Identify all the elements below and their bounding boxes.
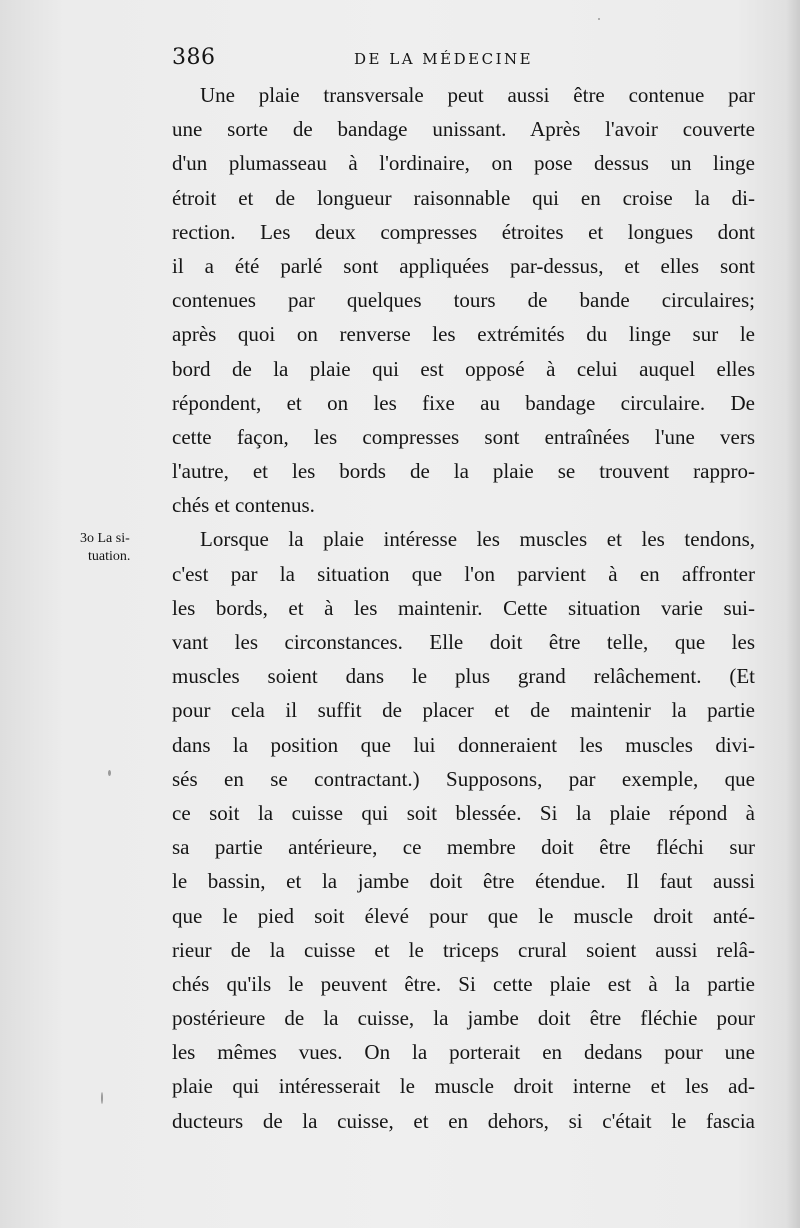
text-line: bord de la plaie qui est opposé à celui auquel elles xyxy=(172,356,755,381)
page-header xyxy=(172,44,762,74)
page-edge-shadow xyxy=(786,0,800,1228)
text-line: plaie qui intéresserait le muscle droit interne et les ad- xyxy=(172,1074,755,1099)
text-line: d'un plumasseau à l'ordinaire, on pose dessus un linge xyxy=(172,151,755,176)
text-line: ce soit la cuisse qui soit blessée. Si la plaie répond à xyxy=(172,800,755,825)
paper-speck xyxy=(108,770,111,776)
text-line: il a été parlé sont appliquées par-dessus, et elles sont xyxy=(172,253,755,278)
paper-speck xyxy=(101,1092,103,1104)
text-line: rieur de la cuisse et le triceps crural soient aussi relâ- xyxy=(172,937,755,962)
text-line: étroit et de longueur raisonnable qui en croise la di- xyxy=(172,185,755,210)
text-line: sés en se contractant.) Supposons, par exemple, que xyxy=(172,766,755,791)
text-line: les bords, et à les maintenir. Cette situation varie sui- xyxy=(172,595,755,620)
text-line: répondent, et on les fixe au bandage circulaire. De xyxy=(172,390,755,415)
margin-note-line: 3o La si- xyxy=(80,531,130,546)
text-line: une sorte de bandage unissant. Après l'avoir couverte xyxy=(172,117,755,142)
text-line: sa partie antérieure, ce membre doit être fléchi sur xyxy=(172,835,755,860)
text-line: contenues par quelques tours de bande circulaires; xyxy=(172,288,755,313)
body-text xyxy=(172,78,755,1138)
running-head: DE LA MÉDECINE xyxy=(354,50,534,68)
text-line: l'autre, et les bords de la plaie se trouvent rappro- xyxy=(172,459,755,484)
text-line: ducteurs de la cuisse, et en dehors, si c'était le fascia xyxy=(172,1108,755,1133)
margin-note-line: tuation. xyxy=(88,549,131,564)
text-line: Lorsque la plaie intéresse les muscles et les tendons, xyxy=(200,527,755,552)
text-line: muscles soient dans le plus grand relâchement. (Et xyxy=(172,664,755,689)
text-line: chés qu'ils le peuvent être. Si cette plaie est à la partie xyxy=(172,971,755,996)
text-line: c'est par la situation que l'on parvient à en affronter xyxy=(172,561,755,586)
text-line: postérieure de la cuisse, la jambe doit être fléchie pour xyxy=(172,1006,755,1031)
text-line: que le pied soit élevé pour que le muscle droit anté- xyxy=(172,903,755,928)
page-number: 386 xyxy=(172,45,216,70)
text-line: Une plaie transversale peut aussi être contenue par xyxy=(200,83,755,107)
text-line: le bassin, et la jambe doit être étendue. Il faut aussi xyxy=(172,869,755,894)
text-line: cette façon, les compresses sont entraînées l'une vers xyxy=(172,424,755,449)
text-line: pour cela il suffit de placer et de maintenir la partie xyxy=(172,698,755,723)
text-line: vant les circonstances. Elle doit être telle, que les xyxy=(172,630,755,654)
text-line: chés et contenus. xyxy=(172,493,315,518)
text-line: après quoi on renverse les extrémités du linge sur le xyxy=(172,322,755,347)
text-line: rection. Les deux compresses étroites et longues dont xyxy=(172,219,755,244)
text-line: les mêmes vues. On la porterait en dedans pour une xyxy=(172,1040,755,1065)
text-line: dans la position que lui donneraient les muscles divi- xyxy=(172,732,755,757)
margin-note xyxy=(80,530,166,566)
paper-speck xyxy=(598,18,600,20)
